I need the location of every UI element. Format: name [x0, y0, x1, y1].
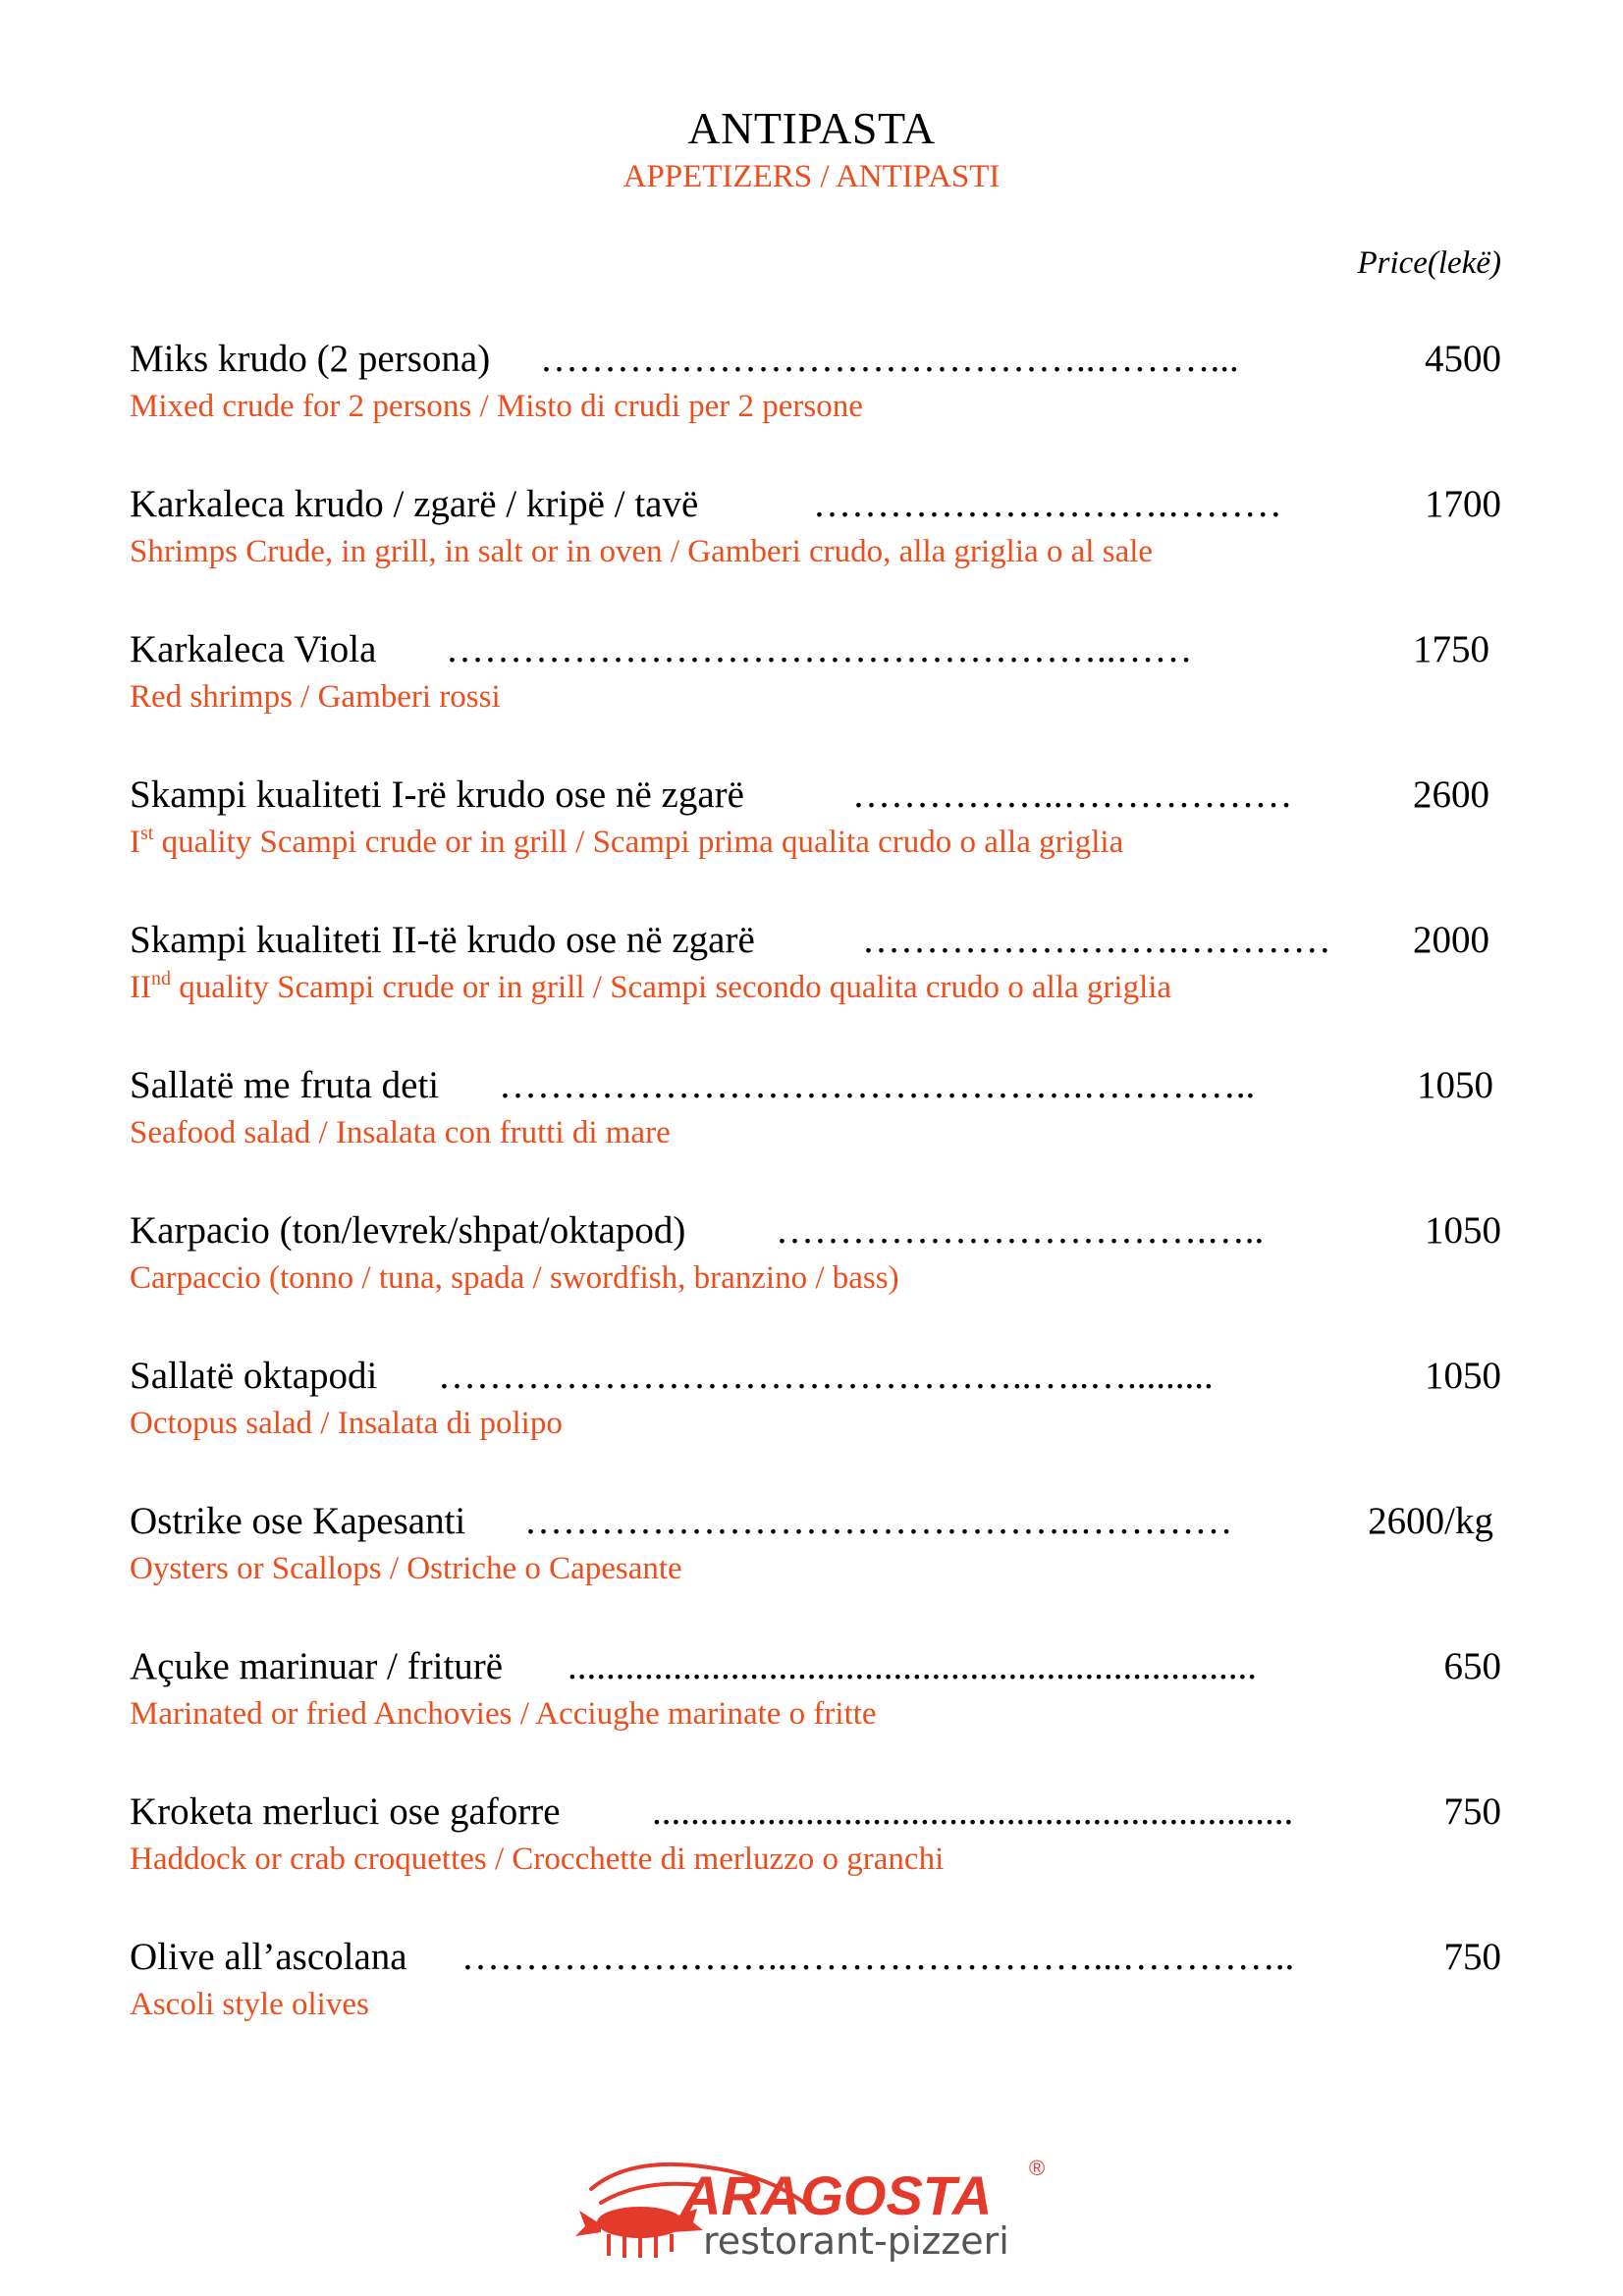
page-subtitle: APPETIZERS / ANTIPASTI: [622, 159, 1001, 194]
item-description: Mixed crude for 2 persons / Misto di crudi per 2 persone: [130, 389, 863, 424]
item-description: Red shrimps / Gamberi rossi: [130, 679, 501, 715]
menu-item: [130, 1058, 1501, 1203]
item-name: Sallatë me fruta deti: [130, 1064, 440, 1106]
item-leader-dots: ……………………………………….…………..: [499, 1064, 1256, 1106]
item-leader-dots: ……………………..……………………...…………..: [461, 1936, 1295, 1978]
item-description: [130, 968, 1501, 1007]
logo-tagline-text: restorant-pizzeri: [703, 2219, 1009, 2263]
menu-list: [130, 332, 1501, 2075]
item-description-text: quality Scampi crude or in grill / Scampi prima qualita crudo o alla griglia: [153, 825, 1124, 860]
item-leader-dots: ........................................................................: [568, 1645, 1257, 1687]
lobster-logo-graphic: [571, 2150, 1082, 2268]
item-leader-dots: ……………………….………: [813, 483, 1282, 525]
item-name: Karkaleca krudo / zgarë / kripë / tavë: [130, 483, 699, 525]
item-leader-dots: ……………..………………: [852, 774, 1293, 816]
menu-item: [130, 1349, 1501, 1494]
item-description: Oysters or Scallops / Ostriche o Capesante: [130, 1551, 682, 1586]
item-name: Olive all’ascolana: [130, 1936, 407, 1978]
item-price: 2600: [1413, 774, 1489, 816]
item-description: Ascoli style olives: [130, 1987, 369, 2022]
item-description-prefix: I: [130, 825, 140, 860]
item-description: Octopus salad / Insalata di polipo: [130, 1406, 563, 1441]
page-title: ANTIPASTA: [687, 103, 936, 153]
item-price: 650: [1443, 1645, 1501, 1687]
item-name: Açuke marinuar / friturë: [130, 1645, 504, 1687]
item-leader-dots: ………………………………………..…..….........: [438, 1355, 1214, 1397]
menu-item: [130, 1494, 1501, 1639]
item-leader-dots: ……………………………………..………...: [540, 338, 1239, 380]
menu-item: [130, 1785, 1501, 1930]
item-price: 1050: [1417, 1064, 1493, 1106]
item-description: Shrimps Crude, in grill, in salt or in oven / Gamberi crudo, alla griglia o al sale: [130, 534, 1154, 569]
item-price: 1700: [1425, 483, 1501, 525]
item-price: 4500: [1425, 338, 1501, 380]
item-name: Miks krudo (2 persona): [130, 338, 491, 380]
item-description: Haddock or crab croquettes / Crocchette di merluzzo o granchi: [130, 1842, 945, 1877]
menu-item: [130, 1639, 1501, 1785]
item-description: [130, 823, 1501, 862]
item-name: Kroketa merluci ose gaforre: [130, 1790, 561, 1833]
item-price: 750: [1443, 1790, 1501, 1833]
item-name: Skampi kualiteti I-rë krudo ose në zgarë: [130, 774, 744, 816]
item-leader-dots: …………………….…………: [862, 919, 1331, 961]
price-column-label: Price(lekë): [1357, 245, 1501, 281]
item-price: 1750: [1413, 628, 1489, 670]
logo-registered-mark: ®: [1029, 2156, 1046, 2180]
menu-item: [130, 477, 1501, 622]
item-name: Karpacio (ton/levrek/shpat/oktapod): [130, 1209, 686, 1252]
item-price: 2600/kg: [1368, 1500, 1493, 1542]
menu-item: [130, 332, 1501, 477]
item-description: Marinated or fried Anchovies / Acciughe marinate o fritte: [130, 1696, 877, 1732]
item-price: 2000: [1413, 919, 1489, 961]
logo-brand-text: ARAGOSTA: [681, 2164, 993, 2226]
item-description-prefix: II: [130, 970, 151, 1005]
menu-item: [130, 1930, 1501, 2075]
item-price: 1050: [1425, 1355, 1501, 1397]
item-leader-dots: ……………………………………………..……: [446, 628, 1193, 670]
item-description-superscript: st: [140, 823, 154, 844]
item-description-text: quality Scampi crude or in grill / Scampi secondo qualita crudo o alla griglia: [170, 970, 1172, 1005]
item-description: Carpaccio (tonno / tuna, spada / swordfish, branzino / bass): [130, 1260, 899, 1296]
item-name: Sallatë oktapodi: [130, 1355, 378, 1397]
item-leader-dots: …………………………….…..: [776, 1209, 1265, 1252]
item-description: Seafood salad / Insalata con frutti di mare: [130, 1115, 671, 1150]
menu-item: [130, 1203, 1501, 1349]
item-price: 750: [1443, 1936, 1501, 1978]
item-name: Skampi kualiteti II-të krudo ose në zgarë: [130, 919, 755, 961]
aragosta-logo: [571, 2150, 1082, 2268]
item-name: Karkaleca Viola: [130, 628, 377, 670]
item-description-superscript: nd: [150, 968, 171, 989]
menu-item: [130, 913, 1501, 1058]
menu-item: [130, 768, 1501, 913]
item-leader-dots: ...................................................................: [652, 1790, 1294, 1833]
item-leader-dots: ……………………………………..…………: [524, 1500, 1233, 1542]
menu-item: [130, 622, 1501, 768]
item-price: 1050: [1425, 1209, 1501, 1252]
item-name: Ostrike ose Kapesanti: [130, 1500, 466, 1542]
